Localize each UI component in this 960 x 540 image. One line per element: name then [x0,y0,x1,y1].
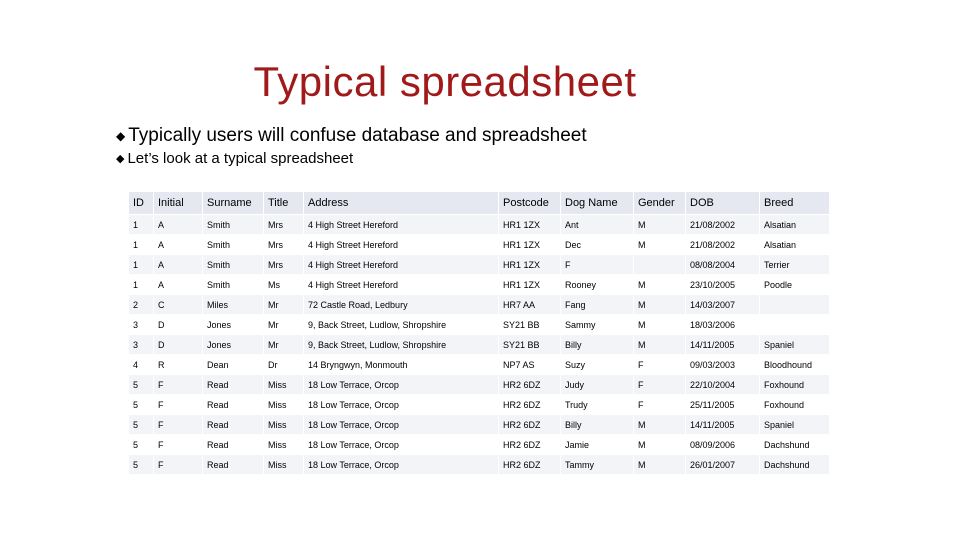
table-cell: HR1 1ZX [499,275,561,295]
table-row [129,395,830,415]
table-cell: A [154,215,203,235]
table-cell: 18 Low Terrace, Orcop [304,395,499,415]
table-cell: 08/08/2004 [686,255,760,275]
table-cell: M [634,415,686,435]
table-cell: Dec [561,235,634,255]
table-cell: 4 High Street Hereford [304,235,499,255]
table-cell: Tammy [561,455,634,475]
table-cell: M [634,215,686,235]
table-cell: Mr [264,295,304,315]
table-cell: Suzy [561,355,634,375]
table-cell: Smith [203,275,264,295]
table-cell: 2 [129,295,154,315]
table-cell: Miss [264,435,304,455]
table-cell: 1 [129,275,154,295]
table-cell [634,255,686,275]
table-cell: D [154,315,203,335]
table-row [129,415,830,435]
table-cell: Rooney [561,275,634,295]
table-cell: HR2 6DZ [499,375,561,395]
table-cell: M [634,435,686,455]
table-cell: Smith [203,235,264,255]
table-cell: Miles [203,295,264,315]
table-row [129,435,830,455]
table-cell: Mr [264,315,304,335]
table-cell: R [154,355,203,375]
table-cell: M [634,335,686,355]
table-cell: Terrier [760,255,830,275]
table-cell: 18 Low Terrace, Orcop [304,415,499,435]
table-cell: 5 [129,435,154,455]
table-cell: 1 [129,235,154,255]
table-cell: SY21 BB [499,335,561,355]
table-cell: Trudy [561,395,634,415]
table-cell: F [154,375,203,395]
table-cell: M [634,315,686,335]
table-cell: F [154,415,203,435]
table-cell: C [154,295,203,315]
table-cell: Dr [264,355,304,375]
table-header-row [129,192,830,215]
table-cell: 9, Back Street, Ludlow, Shropshire [304,335,499,355]
table-cell [760,295,830,315]
column-header-title: Title [264,192,304,215]
diamond-bullet-icon: ◆ [116,129,126,143]
table-cell: 5 [129,375,154,395]
table-cell: HR2 6DZ [499,415,561,435]
table-cell: Dachshund [760,455,830,475]
table-cell: A [154,275,203,295]
table-cell: 5 [129,395,154,415]
table-cell: NP7 AS [499,355,561,375]
table-cell: Smith [203,255,264,275]
table-cell: D [154,335,203,355]
table-body [129,215,830,475]
table-cell: Bloodhound [760,355,830,375]
table-cell: Jones [203,315,264,335]
column-header-id: ID [129,192,154,215]
table-cell: 14/11/2005 [686,335,760,355]
table-cell: F [154,435,203,455]
table-cell: F [154,455,203,475]
table-cell: M [634,295,686,315]
table-cell: Foxhound [760,395,830,415]
table-cell: 23/10/2005 [686,275,760,295]
bullet-item [116,148,587,168]
table-cell: 1 [129,255,154,275]
bullet-text: Let’s look at a typical spreadsheet [127,149,354,167]
table-cell: A [154,235,203,255]
table-row [129,215,830,235]
table-cell: Sammy [561,315,634,335]
table-cell: SY21 BB [499,315,561,335]
table-cell: HR1 1ZX [499,255,561,275]
table-cell: 9, Back Street, Ludlow, Shropshire [304,315,499,335]
table-cell: 18/03/2006 [686,315,760,335]
table-cell: 5 [129,455,154,475]
table-cell: 18 Low Terrace, Orcop [304,375,499,395]
table-cell: HR2 6DZ [499,435,561,455]
table-row [129,235,830,255]
table-cell: F [634,375,686,395]
bullet-item [116,124,587,148]
table-cell: HR2 6DZ [499,455,561,475]
table-cell: HR1 1ZX [499,215,561,235]
table-cell: HR7 AA [499,295,561,315]
table-row [129,315,830,335]
table-cell: Read [203,375,264,395]
table-cell: 14 Bryngwyn, Monmouth [304,355,499,375]
table-cell: Fang [561,295,634,315]
table-row [129,355,830,375]
column-header-dog-name: Dog Name [561,192,634,215]
diamond-bullet-icon: ◆ [116,152,125,165]
table-cell: Dachshund [760,435,830,455]
table-cell: 26/01/2007 [686,455,760,475]
column-header-address: Address [304,192,499,215]
table-cell: Read [203,435,264,455]
table-row [129,455,830,475]
table-row [129,375,830,395]
table-cell: 1 [129,215,154,235]
table-cell: 4 High Street Hereford [304,275,499,295]
table-cell: 72 Castle Road, Ledbury [304,295,499,315]
table-cell: Spaniel [760,415,830,435]
table-cell: Read [203,395,264,415]
table-cell: 14/11/2005 [686,415,760,435]
table-cell: Foxhound [760,375,830,395]
table-row [129,335,830,355]
table-cell: F [634,395,686,415]
table-cell: Judy [561,375,634,395]
column-header-initial: Initial [154,192,203,215]
table-cell: Mr [264,335,304,355]
table-cell: 18 Low Terrace, Orcop [304,435,499,455]
table-cell: 4 High Street Hereford [304,215,499,235]
table-cell: Miss [264,375,304,395]
table-cell [760,315,830,335]
table-cell: Jones [203,335,264,355]
spreadsheet-table [129,192,830,475]
column-header-surname: Surname [203,192,264,215]
column-header-dob: DOB [686,192,760,215]
table-cell: Mrs [264,235,304,255]
table-cell: M [634,235,686,255]
table-cell: 5 [129,415,154,435]
table-cell: Smith [203,215,264,235]
table-cell: 18 Low Terrace, Orcop [304,455,499,475]
table-cell: 09/03/2003 [686,355,760,375]
table-cell: M [634,275,686,295]
table-cell: 25/11/2005 [686,395,760,415]
table-row [129,275,830,295]
table-cell: Mrs [264,255,304,275]
table-cell: 08/09/2006 [686,435,760,455]
table-cell: Ms [264,275,304,295]
table-cell: Read [203,455,264,475]
table-cell: 4 [129,355,154,375]
table-cell: Miss [264,455,304,475]
table-cell: Miss [264,415,304,435]
table-cell: F [561,255,634,275]
table-cell: 4 High Street Hereford [304,255,499,275]
column-header-breed: Breed [760,192,830,215]
table-cell: A [154,255,203,275]
table-cell: Miss [264,395,304,415]
table-cell: Jamie [561,435,634,455]
column-header-gender: Gender [634,192,686,215]
table-cell: 3 [129,315,154,335]
table-cell: 21/08/2002 [686,235,760,255]
table-cell: Billy [561,335,634,355]
table-cell: F [154,395,203,415]
table-cell: Billy [561,415,634,435]
table-cell: 14/03/2007 [686,295,760,315]
table-cell: HR2 6DZ [499,395,561,415]
table-cell: 21/08/2002 [686,215,760,235]
table-cell: Ant [561,215,634,235]
bullet-list [116,124,587,168]
column-header-postcode: Postcode [499,192,561,215]
table-cell: Poodle [760,275,830,295]
table-cell: 3 [129,335,154,355]
table-cell: F [634,355,686,375]
table-cell: Spaniel [760,335,830,355]
table-cell: M [634,455,686,475]
slide-title: Typical spreadsheet [253,58,637,105]
table-cell: Mrs [264,215,304,235]
table-cell: 22/10/2004 [686,375,760,395]
bullet-text: Typically users will confuse database and spreadsheet [128,125,587,146]
table-row [129,295,830,315]
table-cell: Alsatian [760,215,830,235]
table-cell: Alsatian [760,235,830,255]
table-row [129,255,830,275]
table-cell: HR1 1ZX [499,235,561,255]
table-cell: Dean [203,355,264,375]
table-cell: Read [203,415,264,435]
